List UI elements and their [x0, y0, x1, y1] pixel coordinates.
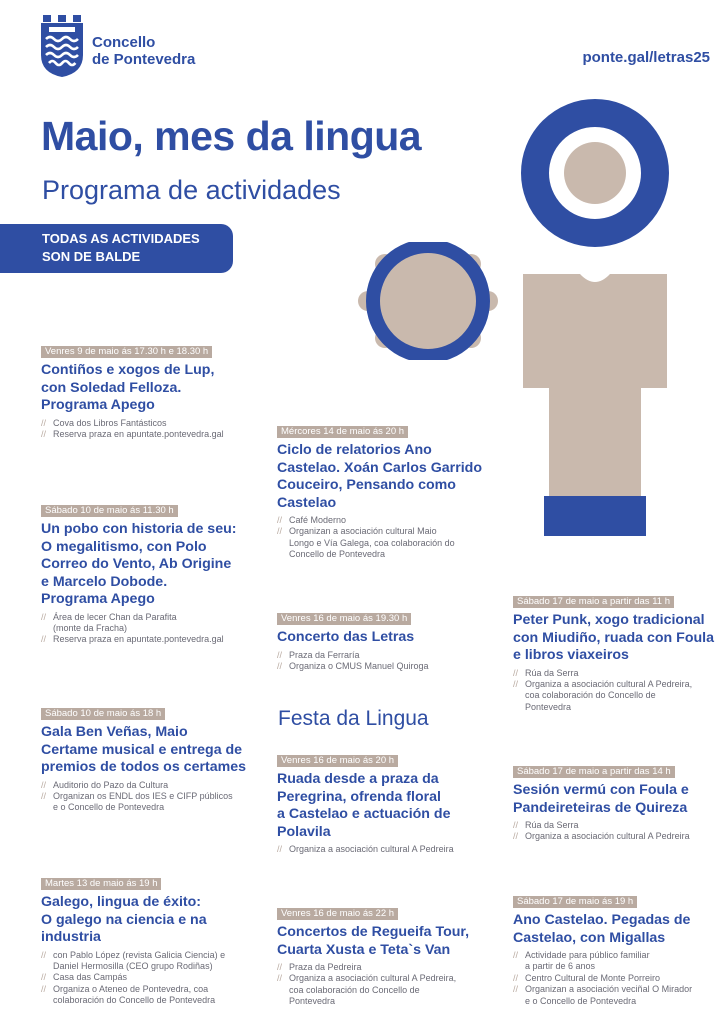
event-title-line: O megalitismo, con Polo	[41, 538, 207, 555]
org-name	[92, 34, 195, 68]
event-title-line: Couceiro, Pensando como	[277, 477, 456, 493]
event-detail: // Rúa da Serra	[513, 820, 690, 831]
event-detail: a partir de 6 anos	[525, 961, 596, 972]
banner-line2: SON DE BALDE	[42, 249, 141, 264]
event-pobo	[41, 500, 236, 646]
event-detail: e o Concello de Pontevedra	[525, 995, 637, 1006]
event-detail: // Organiza a asociación cultural A Pedreira,	[277, 973, 469, 984]
event-peter	[513, 591, 714, 713]
event-title	[277, 771, 454, 841]
event-detail: // Praza da Pedreira	[277, 962, 469, 973]
event-details	[41, 612, 236, 646]
figure-illustration	[520, 98, 670, 538]
event-detail: // Reserva praza en apuntate.pontevedra.gal	[41, 429, 224, 440]
event-concerto	[277, 608, 429, 672]
event-title-line: Castelao. Xoán Carlos Garrido	[277, 459, 482, 476]
event-title-line: e Marcelo Dobode.	[41, 573, 168, 590]
event-title	[41, 894, 225, 947]
event-details	[277, 650, 429, 673]
event-title-line: Cuarta Xusta e Teta`s Van	[277, 941, 451, 958]
event-title-line: O galego na ciencia e na	[41, 911, 207, 928]
event-date: Martes 13 de maio ás 19 h	[41, 878, 161, 890]
event-detail: // Organizan a asociación cultural Maio	[277, 526, 482, 537]
event-detail: // Casa das Campás	[41, 972, 225, 983]
event-gala	[41, 703, 246, 814]
event-title	[41, 521, 236, 609]
event-date: Venres 16 de maio ás 19.30 h	[277, 613, 411, 625]
event-title-line: Peregrina, ofrenda floral	[277, 788, 441, 805]
org-name-line1: Concello	[92, 34, 156, 51]
event-title-line: con Miudiño, ruada con Foula	[513, 629, 714, 646]
event-detail: colaboración do Concello de Pontevedra	[53, 995, 216, 1006]
event-detail: // Praza da Ferraría	[277, 650, 429, 661]
event-title	[277, 629, 429, 647]
event-title-line: industria	[41, 929, 101, 945]
event-detail: // con Pablo López (revista Galicia Ciencia) e	[41, 950, 225, 961]
event-details	[513, 668, 714, 714]
event-details	[277, 515, 482, 561]
event-detail: Pontevedra	[525, 701, 572, 712]
event-title-line: Programa Apego	[41, 591, 155, 607]
event-title-line: Programa Apego	[41, 397, 155, 413]
event-title-line: Ruada desde a praza da	[277, 771, 439, 787]
event-detail: // Café Moderno	[277, 515, 482, 526]
event-date: Sábado 17 de maio a partir das 14 h	[513, 766, 675, 778]
event-lup	[41, 341, 224, 440]
event-detail: // Organiza o CMUS Manuel Quiroga	[277, 661, 429, 672]
event-title-line: a Castelao e actuación de	[277, 806, 451, 822]
event-date: Sábado 10 de maio ás 11.30 h	[41, 505, 178, 517]
event-title	[513, 912, 692, 947]
site-url[interactable]: ponte.gal/letras25	[582, 49, 710, 66]
event-date: Venres 16 de maio ás 22 h	[277, 908, 398, 920]
event-title-line: Concertos de Regueifa Tour,	[277, 924, 470, 940]
event-ciclo	[277, 421, 482, 561]
festa-heading: Festa da Lingua	[278, 707, 429, 730]
page-title: Maio, mes da lingua	[41, 113, 422, 159]
event-detail: (monte da Fracha)	[53, 622, 128, 633]
event-title-line: Concerto das Letras	[277, 629, 415, 645]
event-detail: // Centro Cultural de Monte Porreiro	[513, 973, 692, 984]
tambourine-illustration	[354, 242, 502, 360]
page-subtitle: Programa de actividades	[42, 175, 341, 205]
event-title-line: Galego, lingua de éxito:	[41, 894, 202, 910]
event-detail: // Organiza a asociación cultural A Pedreira,	[513, 679, 714, 690]
event-title-line: premios de todos os certames	[41, 759, 246, 775]
event-detail: coa colaboración do Concello de	[525, 690, 656, 701]
event-title-line: Pandeireteiras de Quireza	[513, 799, 688, 816]
event-title-line: Certame musical e entrega de	[41, 741, 243, 758]
event-details	[277, 962, 469, 1008]
event-detail: // Auditorio do Pazo da Cultura	[41, 780, 246, 791]
event-detail: // Organiza o Ateneo de Pontevedra, coa	[41, 984, 225, 995]
event-details	[41, 418, 224, 441]
event-title	[277, 924, 469, 959]
event-date: Mércores 14 de maio ás 20 h	[277, 426, 408, 438]
event-title-line: e libros viaxeiros	[513, 647, 629, 663]
event-detail: e o Concello de Pontevedra	[53, 802, 165, 813]
event-galego	[41, 873, 225, 1007]
event-title-line: Peter Punk, xogo tradicional	[513, 612, 705, 628]
event-vermu	[513, 761, 690, 843]
event-detail: coa colaboración do Concello de	[289, 984, 420, 995]
event-detail: Longo e Vía Galega, coa colaboración do	[289, 537, 455, 548]
event-date: Venres 16 de maio ás 20 h	[277, 755, 398, 767]
event-title-line: Correo do Vento, Ab Origine	[41, 556, 232, 572]
event-detail: // Rúa da Serra	[513, 668, 714, 679]
event-detail: // Organizan os ENDL dos IES e CIFP públicos	[41, 791, 246, 802]
event-date: Sábado 10 de maio ás 18 h	[41, 708, 165, 720]
event-title	[513, 782, 690, 817]
event-title-line: Contiños e xogos de Lup,	[41, 362, 215, 378]
event-details	[277, 844, 454, 855]
event-ruada	[277, 750, 454, 855]
event-castelao	[513, 891, 692, 1007]
event-title-line: Castelao, con Migallas	[513, 929, 666, 946]
event-regueifa	[277, 903, 469, 1008]
event-detail: // Actividade para público familiar	[513, 950, 692, 961]
event-title-line: Polavila	[277, 823, 331, 840]
event-title-line: Castelao	[277, 494, 337, 511]
event-title-line: Ciclo de relatorios Ano	[277, 442, 432, 458]
event-detail: // Reserva praza en apuntate.pontevedra.gal	[41, 634, 236, 645]
free-admission-banner	[0, 224, 233, 273]
event-title-line: con Soledad Felloza.	[41, 379, 182, 396]
event-title	[513, 612, 714, 665]
event-title-line: Gala Ben Veñas, Maio	[41, 724, 188, 740]
event-title-line: Sesión vermú con Foula e	[513, 782, 689, 798]
event-title	[277, 442, 482, 512]
event-detail: // Cova dos Libros Fantásticos	[41, 418, 224, 429]
coat-of-arms-icon	[41, 15, 83, 77]
event-title-line: Ano Castelao. Pegadas de	[513, 912, 691, 928]
event-details	[41, 780, 246, 814]
event-title-line: Un pobo con historia de seu:	[41, 521, 237, 537]
event-detail: // Organiza a asociación cultural A Pedreira	[277, 844, 454, 855]
event-details	[41, 950, 225, 1007]
event-details	[513, 820, 690, 843]
event-date: Venres 9 de maio ás 17.30 h e 18.30 h	[41, 346, 212, 358]
event-date: Sábado 17 de maio a partir das 11 h	[513, 596, 674, 608]
org-name-line2: de Pontevedra	[92, 51, 196, 68]
event-detail: // Organiza a asociación cultural A Pedreira	[513, 831, 690, 842]
banner-line1: TODAS AS ACTIVIDADES	[42, 231, 200, 246]
event-date: Sábado 17 de maio ás 19 h	[513, 896, 637, 908]
event-detail: Concello de Pontevedra	[289, 549, 386, 560]
event-title	[41, 362, 224, 415]
event-detail: Pontevedra	[289, 996, 336, 1007]
event-details	[513, 950, 692, 1007]
event-detail: // Organizan a asociación veciñal O Mirador	[513, 984, 692, 995]
event-title	[41, 724, 246, 777]
event-detail: Daniel Hermosilla (CEO grupo Rodiñas)	[53, 960, 213, 971]
event-detail: // Área de lecer Chan da Parafita	[41, 612, 236, 623]
